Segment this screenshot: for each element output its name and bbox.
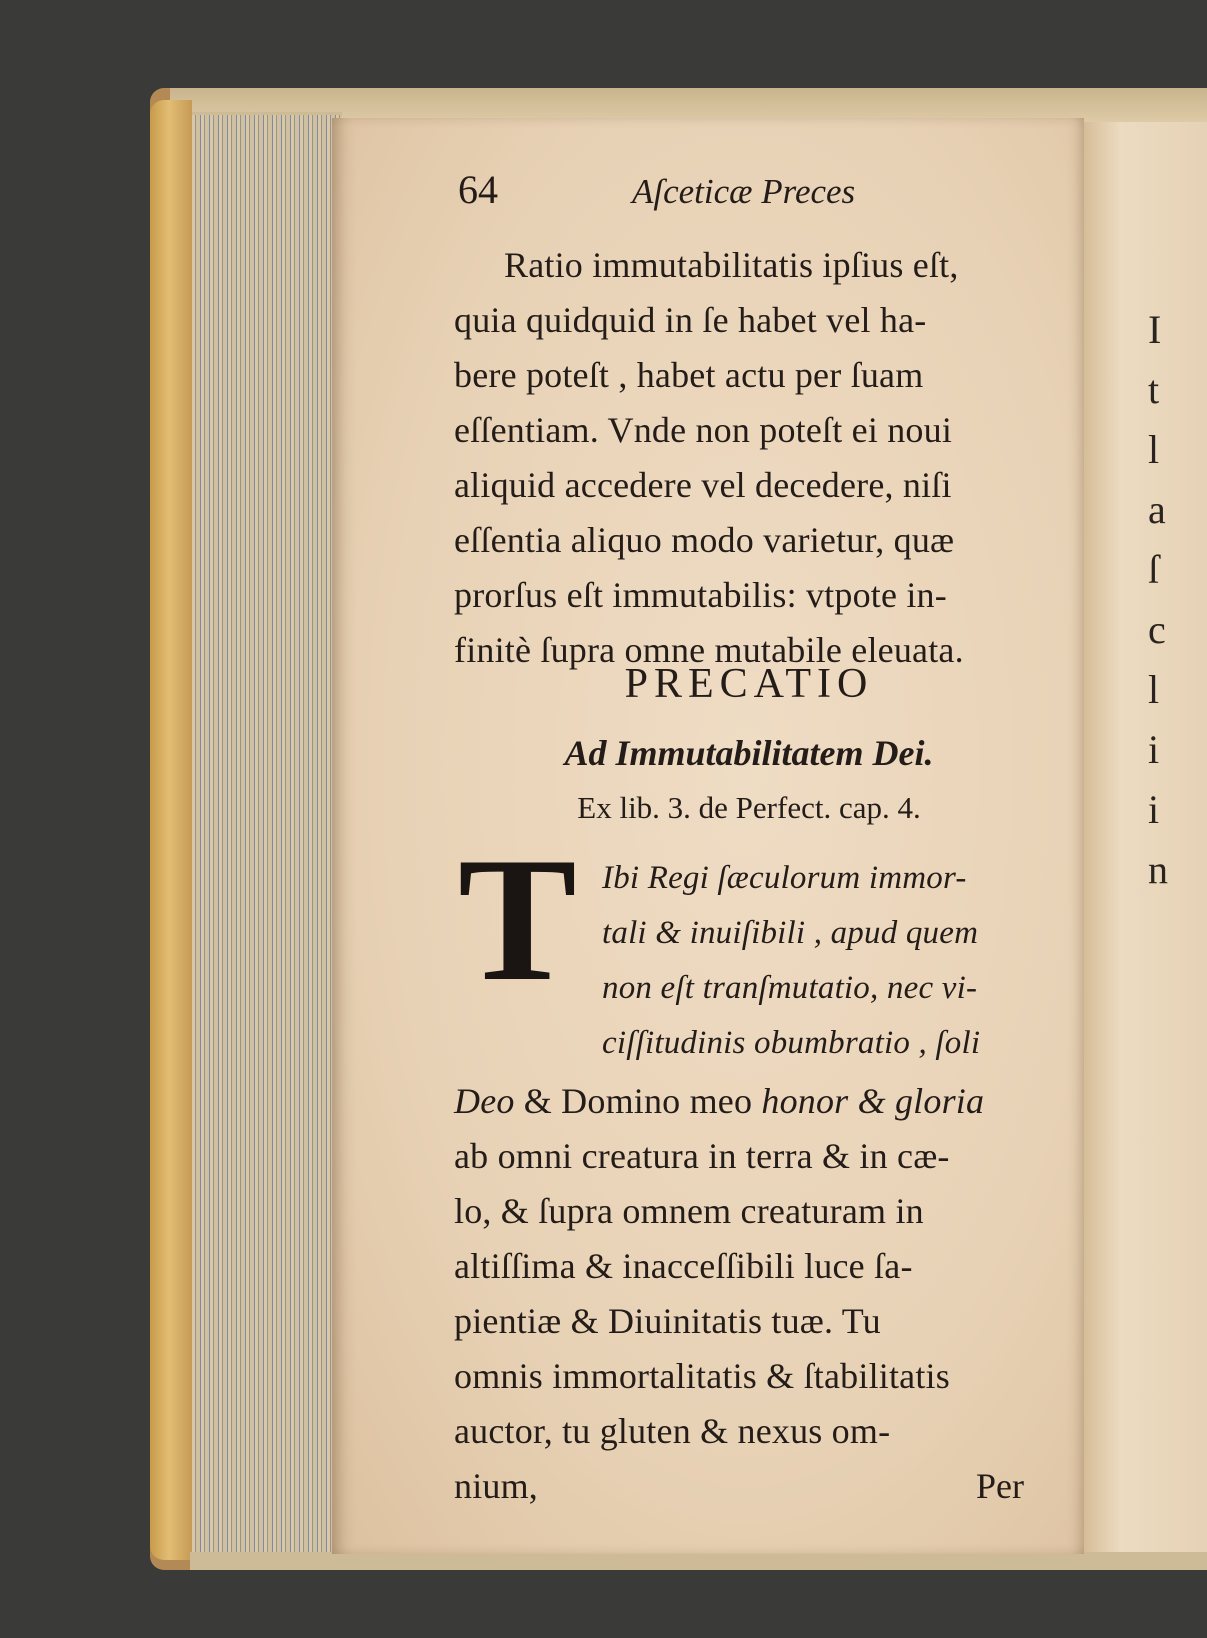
section-title: PRECATIO xyxy=(624,661,874,707)
paragraph-line: eſſentiam. Vnde non poteſt ei noui xyxy=(454,410,953,450)
drop-cap: T xyxy=(458,820,577,1018)
book-spine xyxy=(150,100,192,1560)
prayer-line: auctor, tu gluten & nexus om- xyxy=(454,1411,891,1451)
prayer-line: ab omni creatura in terra & in cæ- xyxy=(454,1136,950,1176)
prayer-roman-words: & Domino meo xyxy=(514,1081,762,1121)
paragraph-line: quia quidquid in ſe habet vel ha- xyxy=(454,300,927,340)
prayer-line: pientiæ & Diuinitatis tuæ. Tu xyxy=(454,1301,881,1341)
prayer-line: lo, & ſupra omnem creaturam in xyxy=(454,1191,924,1231)
prayer-line: tali & inuiſibili , apud quem xyxy=(602,915,979,951)
prayer-italic-phrase: honor & gloria xyxy=(761,1081,985,1121)
section-subtitle: Ad Immutabilitatem Dei. xyxy=(564,733,934,773)
paragraph-line: aliquid accedere vel decedere, niſi xyxy=(454,465,952,505)
running-head: Aſceticæ Preces xyxy=(632,172,856,211)
paragraph-line: prorſus eſt immutabilis: vtpote in- xyxy=(454,575,947,615)
page-header xyxy=(454,160,1044,230)
prayer-line: Ibi Regi ſæculorum immor- xyxy=(602,860,967,896)
paragraph-line: bere poteſt , habet actu per ſuam xyxy=(454,355,924,395)
page-edges xyxy=(192,112,342,1555)
prayer-line: nium, xyxy=(454,1466,539,1506)
facing-page xyxy=(1084,122,1207,1552)
paragraph-line: Ratio immutabilitatis ipſius eſt, xyxy=(504,245,959,285)
paragraph-line: finitè ſupra omne mutabile eleuata. xyxy=(454,630,964,670)
catchword: Per xyxy=(976,1466,1024,1506)
facing-page-text-fragment: I t l a ſ c l i i n xyxy=(1148,307,1168,892)
book-bottom-edge xyxy=(190,1552,1207,1570)
prayer-line: non eſt tranſmutatio, nec vi- xyxy=(602,970,978,1006)
prayer-italic-word: Deo xyxy=(454,1081,515,1121)
prayer-line: omnis immortalitatis & ſtabilitatis xyxy=(454,1356,950,1396)
prayer-line: altiſſima & inacceſſibili luce ſa- xyxy=(454,1246,913,1286)
prayer-line: ciſſitudinis obumbratio , ſoli xyxy=(602,1025,981,1061)
paragraph-line: eſſentia aliquo modo varietur, quæ xyxy=(454,520,955,560)
section-source: Ex lib. 3. de Perfect. cap. 4. xyxy=(577,790,921,825)
page-number: 64 xyxy=(458,167,498,212)
prayer-line xyxy=(454,1080,1044,1122)
